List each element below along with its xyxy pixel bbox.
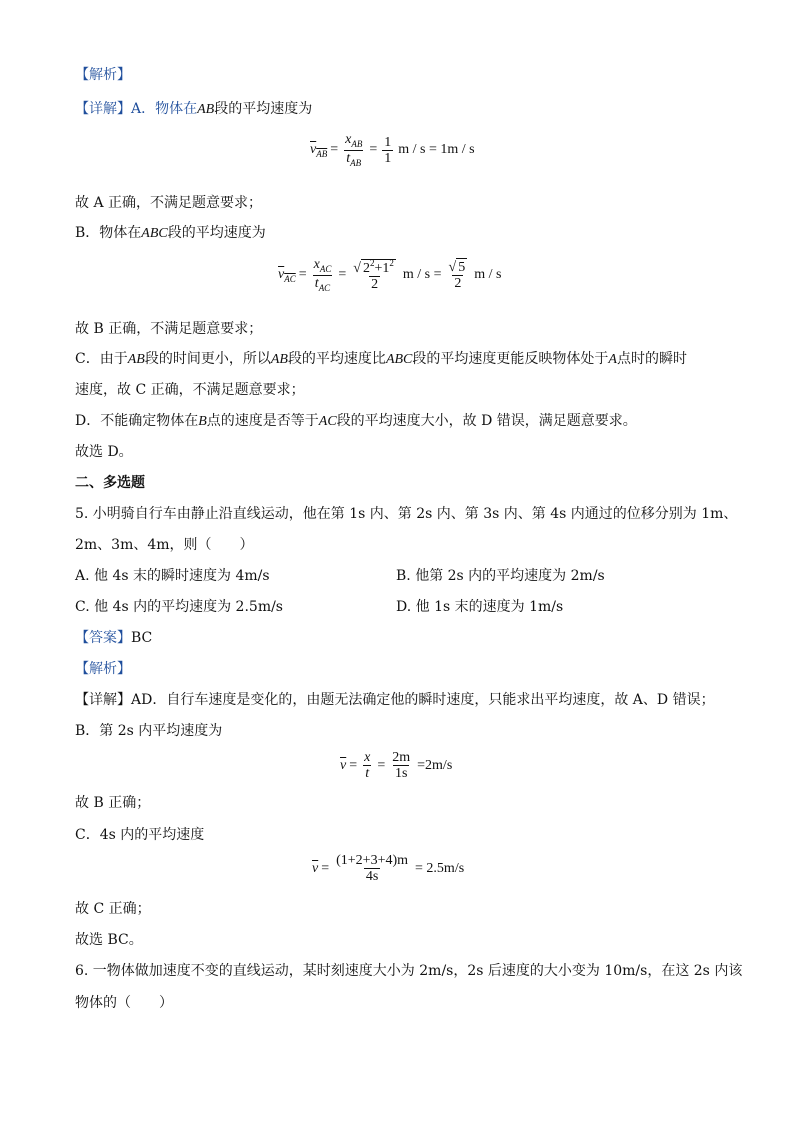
line-b-intro: B．物体在ABC段的平均速度为 bbox=[75, 225, 266, 241]
line-c-2: 速度，故 C 正确，不满足题意要求； bbox=[75, 382, 305, 398]
q5-stem-2: 2m、3m、4m，则（ ） bbox=[75, 537, 254, 553]
q5-select: 故选 BC。 bbox=[75, 932, 143, 948]
q5-c-ok: 故 C 正确； bbox=[75, 901, 151, 917]
eq1-frac1: $\frac{x_{AB}}{t_{AB}}$ bbox=[345, 132, 363, 168]
q6-stem-1: 6. 一物体做加速度不变的直线运动，某时刻速度大小为 2m/s，2s 后速度的大小变为 10m/s，在这 2s 内该 bbox=[75, 963, 743, 979]
line-a-correct: 故 A 正确，不满足题意要求； bbox=[75, 195, 263, 211]
q5-b-ok: 故 B 正确； bbox=[75, 795, 151, 811]
eq1-lhs: $v_{AB}$ bbox=[310, 141, 328, 159]
line-d: D．不能确定物体在B点的速度是否等于AC段的平均速度大小，故 D 错误，满足题意要求。 bbox=[75, 413, 637, 429]
detail-line-a bbox=[75, 102, 312, 117]
q6-stem-2: 物体的（ ） bbox=[75, 995, 173, 1011]
q5-analysis-tag: 【解析】 bbox=[75, 661, 131, 677]
segment-ab: AB bbox=[197, 102, 215, 117]
eq1-frac2: $\frac{1}{1}$ bbox=[384, 134, 392, 166]
detail-tail: 段的平均速度为 bbox=[214, 101, 313, 117]
equation-1: $v_{AB}$ = $\frac{x_{AB}}{t_{AB}}$ = $\frac{1}{1}$ m / s = 1m / s bbox=[310, 132, 475, 168]
equation-4: $\overline{v}$ = $\frac{(1+2+3+4)m}{4s}$ = 2.5m/s bbox=[312, 853, 465, 885]
q5-answer: 【答案】BC bbox=[75, 630, 153, 646]
q5-detail: 【详解】AD．自行车速度是变化的，由题无法确定他的瞬时速度，只能求出平均速度，故 A、D 错误； bbox=[75, 692, 715, 708]
eq1-rest: m / s = 1m / s bbox=[398, 142, 475, 158]
q5-option-d: D. 他 1s 末的速度为 1m/s bbox=[396, 599, 564, 615]
line-c-1: C．由于AB段的时间更小，所以AB段的平均速度比ABC段的平均速度更能反映物体处于A点时的瞬时 bbox=[75, 351, 687, 367]
q5-option-b: B. 他第 2s 内的平均速度为 2m/s bbox=[396, 568, 605, 584]
q5-c-intro: C．4s 内的平均速度 bbox=[75, 827, 205, 843]
detail-text: 【详解】A．物体在 bbox=[75, 101, 198, 117]
q5-option-c: C. 他 4s 内的平均速度为 2.5m/s bbox=[75, 599, 283, 615]
line-select-d: 故选 D。 bbox=[75, 444, 133, 460]
q5-stem-1: 5. 小明骑自行车由静止沿直线运动，他在第 1s 内、第 2s 内、第 3s 内、第 4s 内通过的位移分别为 1m、 bbox=[75, 506, 738, 522]
analysis-tag: 【解析】 bbox=[75, 67, 131, 83]
equation-3: $\overline{v}$ = $\frac{x}{t}$ = $\frac{2m}{1s}$ =2m/s bbox=[340, 750, 453, 782]
section-heading: 二、多选题 bbox=[75, 475, 145, 491]
q5-option-a: A. 他 4s 末的瞬时速度为 4m/s bbox=[75, 568, 270, 584]
equation-2: $v_{AC}$ = $\frac{x_{AC}}{t_{AC}}$ = $\frac{√ 2^2+1^2}{2}$ m / s = $\frac{√ 5}{2}$ m / s bbox=[278, 257, 502, 293]
line-b-correct: 故 B 正确，不满足题意要求； bbox=[75, 321, 263, 337]
q5-b-intro: B．第 2s 内平均速度为 bbox=[75, 723, 223, 739]
